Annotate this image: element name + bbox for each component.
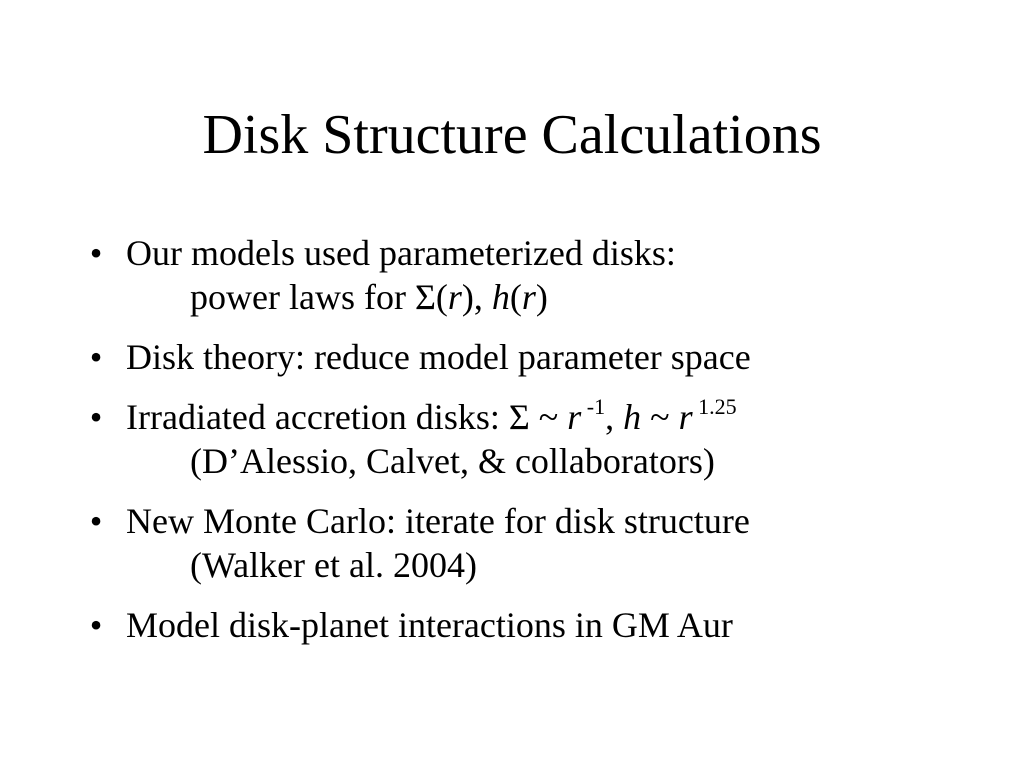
- bullet-item: [84, 332, 984, 382]
- slide-title: Disk Structure Calculations: [202, 104, 822, 166]
- text-run: ~: [641, 397, 679, 437]
- bullet-text: Our models used parameterized disks:: [126, 233, 676, 273]
- text-run: ): [535, 277, 548, 317]
- bullet-text: Model disk-planet interactions in GM Aur: [126, 605, 733, 645]
- bullet-item: [84, 392, 984, 486]
- bullet-text: Disk theory: reduce model parameter space: [126, 337, 751, 377]
- bullet-marker: •: [89, 605, 103, 645]
- exponent: 1.25: [692, 394, 737, 419]
- text-run: power laws for: [190, 277, 415, 317]
- bullet-subline: (Walker et al. 2004): [190, 545, 477, 585]
- bullet-marker: •: [89, 501, 103, 541]
- sigma-symbol: Σ: [508, 397, 530, 437]
- text-run: ,: [605, 397, 624, 437]
- variable-h: h: [623, 397, 642, 437]
- bullet-marker: •: [89, 397, 103, 437]
- bullet-list: [84, 228, 984, 660]
- bullet-marker: •: [89, 233, 103, 273]
- text-run: ~: [529, 397, 568, 437]
- bullet-subline: (D’Alessio, Calvet, & collaborators): [190, 441, 715, 481]
- variable-r: r: [521, 277, 536, 317]
- variable-r: r: [678, 397, 693, 437]
- exponent: -1: [581, 394, 606, 419]
- sigma-symbol: Σ: [414, 277, 436, 317]
- bullet-text: New Monte Carlo: iterate for disk structure: [126, 501, 750, 541]
- bullet-item: [84, 496, 984, 590]
- text-run: (: [435, 277, 448, 317]
- text-run: ),: [461, 277, 492, 317]
- variable-r: r: [447, 277, 462, 317]
- text-run: Irradiated accretion disks:: [126, 397, 509, 437]
- bullet-text: [126, 394, 737, 437]
- bullet-subline: [126, 272, 984, 322]
- bullet-item: [84, 228, 984, 322]
- variable-r: r: [567, 397, 582, 437]
- bullet-item: [84, 600, 984, 650]
- text-run: (: [509, 277, 522, 317]
- bullet-marker: •: [89, 337, 103, 377]
- variable-h: h: [491, 277, 510, 317]
